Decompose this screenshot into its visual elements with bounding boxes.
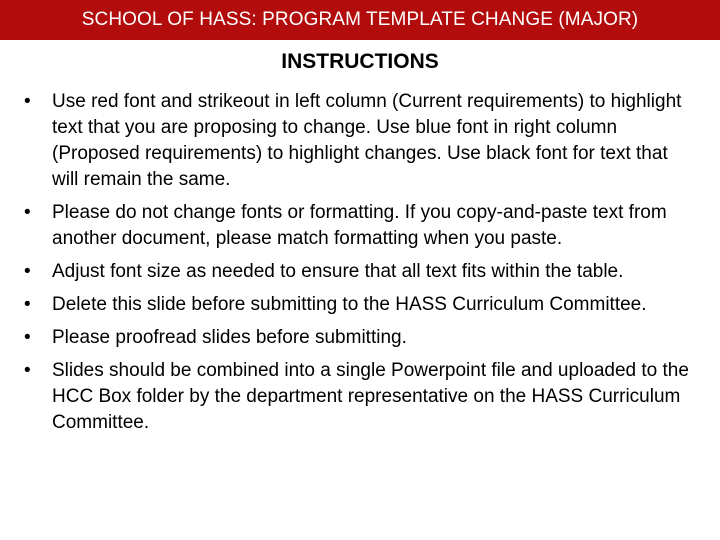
bullet-icon: • bbox=[24, 202, 31, 223]
list-item bbox=[24, 200, 696, 252]
list-item-text: Use red font and strikeout in left column (Current requirements) to highlight text that you are proposing to change. Use blue font in right column (Proposed requirements) to highlight changes. Use black font for text that will remain the same. bbox=[52, 91, 682, 190]
list-item bbox=[24, 89, 696, 193]
bullet-icon: • bbox=[24, 327, 31, 348]
list-item bbox=[24, 325, 696, 351]
instructions-list bbox=[24, 89, 696, 443]
list-item-text: Please proofread slides before submitting. bbox=[52, 327, 407, 348]
bullet-icon: • bbox=[24, 360, 31, 381]
bullet-icon: • bbox=[24, 261, 31, 282]
list-item-text: Please do not change fonts or formatting. If you copy-and-paste text from another document, please match formatting when you paste. bbox=[52, 202, 667, 249]
list-item-text: Adjust font size as needed to ensure that all text fits within the table. bbox=[52, 261, 624, 282]
title-banner bbox=[0, 0, 720, 40]
list-item-text: Slides should be combined into a single Powerpoint file and uploaded to the HCC Box folder by the department representative on the HASS Curriculum Committee. bbox=[52, 360, 689, 433]
banner-title: SCHOOL OF HASS: PROGRAM TEMPLATE CHANGE (MAJOR) bbox=[81, 9, 639, 30]
instructions-heading: INSTRUCTIONS bbox=[281, 50, 439, 73]
bullet-icon: • bbox=[24, 294, 31, 315]
list-item bbox=[24, 358, 696, 436]
list-item bbox=[24, 292, 696, 318]
list-item-text: Delete this slide before submitting to the HASS Curriculum Committee. bbox=[52, 294, 647, 315]
list-item bbox=[24, 259, 696, 285]
bullet-icon: • bbox=[24, 91, 31, 112]
